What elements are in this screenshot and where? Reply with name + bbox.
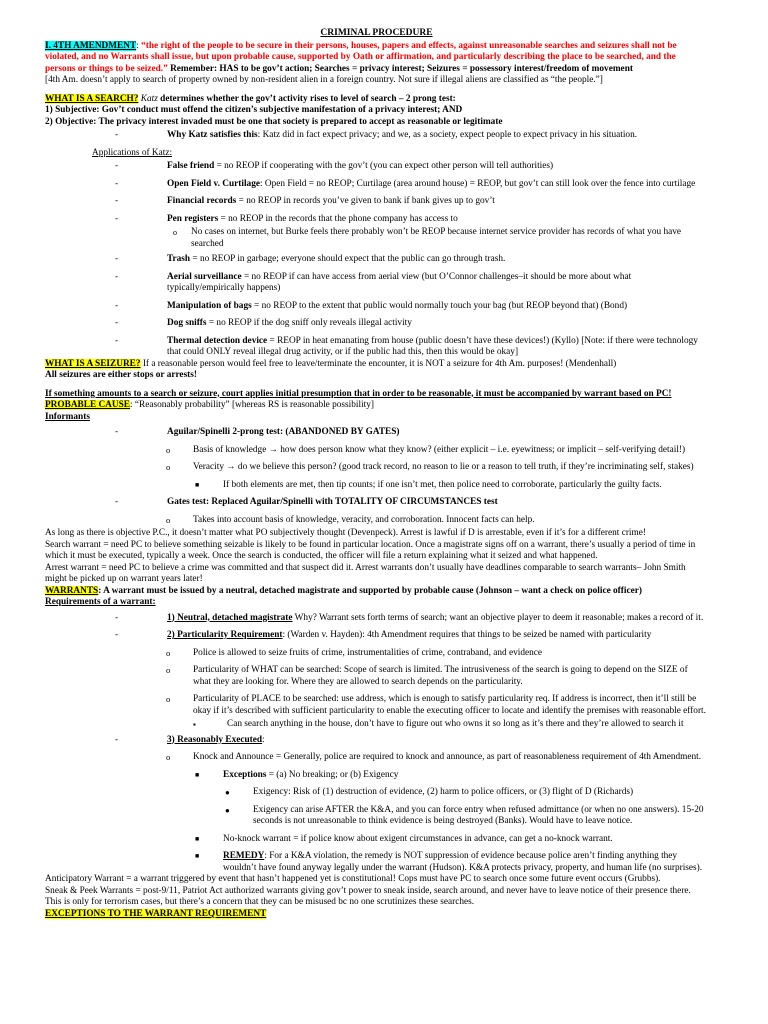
document-page [45,28,708,920]
aguilar-subitem: o Basis of knowledge → how does person know what they know? (either explicit – i.e. eyewitness; or implicit – self-verifying detail!) [45,445,708,457]
gates-subitem: o Takes into account basis of knowledge, veracity, and corroboration. Innocent facts can help. [45,515,708,527]
seizure-paragraph [45,359,708,371]
application-item: - Aerial surveillance = no REOP if can have access from aerial view (but O’Connor challenges–it should be more about what typically/empirically happens) [45,272,708,295]
applications-label: Applications of Katz: [92,147,173,158]
fourth-amendment-quote: “the right of the people to be secure in their persons, houses, papers and effects, against unreasonable searches and seizures shall not be violated, and no Warrants shall issue, but upon probable cause, supported by Oath or affirmation, and particularly describing the place to be searched, and the persons or things to be seized.” [45,40,677,74]
application-item: - False friend = no REOP if cooperating with the gov’t (you can expect other person will tell authorities) [45,161,708,173]
objective-pc-note: As long as there is objective P.C., it doesn’t matter what PO subjectively thought (Devenpeck). Arrest is lawful if D is arrestable, even if it’s for a different crime! [45,528,646,538]
arrest-warrant-note: Arrest warrant = need PC to believe a crime was committed and that suspect did it. Arrest warrants don’t usually have deadlines comparable to search warrants– John Smith might be picked up on warrant years later! [45,562,686,584]
exigency-item: ● Exigency can arise AFTER the K&A, and you can force entry when refused admittance (or when no one answers). 15-20 seconds is not unreasonable to think evidence is being destroyed (Banks). Would have to leave notice. [45,805,708,828]
particularity-subitem: o Police is allowed to seize fruits of crime, instrumentalities of crime, contraband, and evidence [45,648,708,660]
document-title: CRIMINAL PROCEDURE [320,28,433,38]
particularity-subitem: o Particularity of PLACE to be searched: use address, which is enough to satisfy particularity req. If address is incorrect, then it’ll still be okay if it’s described with sufficient particularity to enable the executing officer to locate and identify the premises with reasonable effort. [45,694,708,717]
search-heading: WHAT IS A SEARCH? [45,93,139,104]
exceptions-heading: EXCEPTIONS TO THE WARRANT REQUIREMENT [45,908,267,919]
probable-cause-heading: PROBABLE CAUSE [45,400,130,410]
all-seizures-note: All seizures are either stops or arrests! [45,370,197,380]
knock-announce-item: o Knock and Announce = Generally, police are required to knock and announce, as part of reasonableness requirement of 4th Amendment. [45,752,708,764]
pen-register-subitem: o No cases on internet, but Burke feels there probably won’t be REOP because internet service provider has records of what you have searched [45,227,708,250]
prong-objective: 2) Objective: The privacy interest invaded must be one that society is prepared to accept as reasonable or legitimate [45,116,503,127]
exceptions-heading-paragraph [45,909,708,921]
gates-item: - Gates test: Replaced Aguilar/Spinelli with TOTALITY OF CIRCUMSTANCES test [45,497,708,509]
alien-note: [4th Am. doesn’t apply to search of property owned by non-resident alien in a foreign country. Not sure if illegal aliens are classified as “the people.”] [45,75,603,85]
requirement-magistrate: - 1) Neutral, detached magistrate Why? Warrant sets forth terms of search; want an objective player to deem it reasonable; makes a record of it. [45,613,708,625]
requirement-particularity: - 2) Particularity Requirement: (Warden v. Hayden): 4th Amendment requires that things to be seized be named with particularity [45,630,708,642]
informants-label: Informants [45,411,90,422]
application-item: - Thermal detection device = REOP in heat emanating from house (public doesn’t have these devices!) (Kyllo) [Note: if there were technology that could ONLY reveal illegal drug activity, or if the public had this, then this would be okay] [45,336,708,359]
aguilar-subsubitem: ■ If both elements are met, then tip counts; if one isn’t met, then police need to corroborate, particularly the guilty facts. [45,480,708,492]
katz-text: determines whether the gov’t activity rises to level of search – 2 prong test: [160,93,456,104]
fourth-amendment-paragraph: I. 4TH AMENDMENT: “the right of the people to be secure in their persons, houses, papers and effects, against unreasonable searches and seizures shall not be violated, and no Warrants shall issue, but upon probable cause, supported by Oath or affirmation, and particularly describing the place to be searched, and the persons or things to be seized.” Remember: HAS to be gov’t action; Searches = privacy interest; Seizures = possessory interest/freedom of movement [45,40,677,74]
search-warrant-note: Search warrant = need PC to believe something seizable is likely to be found in particular location. Once a magistrate signs off on a warrant, there’s usually a period of time in which it must be executed, typically a week. Once the search is conducted, the officer will file a return explaining what it seized and what happened. [45,539,696,561]
warrants-text: : A warrant must be issued by a neutral, detached magistrate and supported by probable cause (Johnson – want a check on police officer) [98,585,642,596]
why-katz-item [45,130,708,142]
requirement-executed: - 3) Reasonably Executed: [45,735,708,747]
aguilar-item: - Aguilar/Spinelli 2-prong test: (ABANDONED BY GATES) [45,427,708,439]
remedy-item: ■ REMEDY: For a K&A violation, the remedy is NOT suppression of evidence because police aren’t finding anything they wouldn’t have found anyway legally under the warrant (Hudson). K&A protects privacy, property, and human life (no surprises). [45,851,708,874]
katz-case: Katz [140,93,158,104]
particularity-subitem: o Particularity of WHAT can be searched: Scope of search is limited. The intrusiveness of the search is going to depend on the SIZE of what they are looking for. Where they are allowed to search depends on the particularity. [45,665,708,688]
remember-note: Remember: HAS to be gov’t action; Searches = privacy interest; Seizures = possessory interest/freedom of movement [170,63,633,74]
probable-cause-paragraph [45,400,708,412]
seizure-text: If a reasonable person would feel free to leave/terminate the encounter, it is NOT a seizure for 4th Am. purposes! (Mendenhall) [140,358,617,369]
aguilar-subitem: o Veracity → do we believe this person? (good track record, no reason to lie or a reason to tell truth, if they’re incriminating self, stakes) [45,462,708,474]
application-item: - Financial records = no REOP in records you’ve given to bank if bank gives up to gov’t [45,196,708,208]
particularity-subsubitem: ▪ Can search anything in the house, don’t have to figure out who owns it so long as it’s there and they’re allowed to search it [45,719,708,731]
application-item: - Open Field v. Curtilage: Open Field = no REOP; Curtilage (area around house) = REOP, but gov’t can still look over the fence into curtilage [45,179,708,191]
requirements-label: Requirements of a warrant: [45,597,156,607]
prong-subjective: 1) Subjective: Gov’t conduct must offend the citizen’s subjective manifestation of a privacy interest; AND [45,105,463,115]
warrants-paragraph [45,586,708,598]
probable-cause-text: : “Reasonably probability” [whereas RS is reasonable possibility] [129,400,374,410]
search-paragraph [45,94,708,106]
seizure-heading: WHAT IS A SEIZURE? [45,358,141,369]
presumption-note: If something amounts to a search or seizure, court applies initial presumption that in order to be reasonable, it must be accompanied by warrant based on PC! [45,388,672,399]
warrants-heading: WARRANTS [45,585,99,596]
application-item: - Trash = no REOP in garbage; everyone should expect that the public can go through trash. [45,254,708,266]
why-katz-label: Why Katz satisfies this [167,130,258,140]
anticipatory-warrant-note: Anticipatory Warrant = a warrant triggered by event that hasn’t happened yet is constitutional! Cops must have PC to search once some future event occurs (Grubbs). [45,874,661,884]
application-item: - Dog sniffs = no REOP if the dog sniff only reveals illegal activity [45,318,708,330]
fourth-amendment-heading: I. 4TH AMENDMENT [45,40,137,51]
application-item: - Manipulation of bags = no REOP to the extent that public would normally touch your bag (but REOP beyond that) (Bond) [45,301,708,313]
sneak-peek-note: Sneak & Peek Warrants = post-9/11, Patriot Act authorized warrants giving gov’t power to sneak inside, search around, and never have to leave notice of their presence there. This is only for terrorism cases, but there’s a concern that they can be misused bc no one scrutinizes these searches. [45,885,691,907]
no-knock-item: ■ No-knock warrant = if police know about exigent circumstances in advance, can get a no-knock warrant. [45,834,708,846]
application-item: - Pen registers = no REOP in the records that the phone company has access to [45,214,708,226]
why-katz-text: : Katz did in fact expect privacy; and we, as a society, expect people to expect privacy in his situation. [257,130,638,140]
exigency-item: ● Exigency: Risk of (1) destruction of evidence, (2) harm to police officers, or (3) flight of D (Richards) [45,787,708,799]
exceptions-item: ■ Exceptions = (a) No breaking; or (b) Exigency [45,770,708,782]
